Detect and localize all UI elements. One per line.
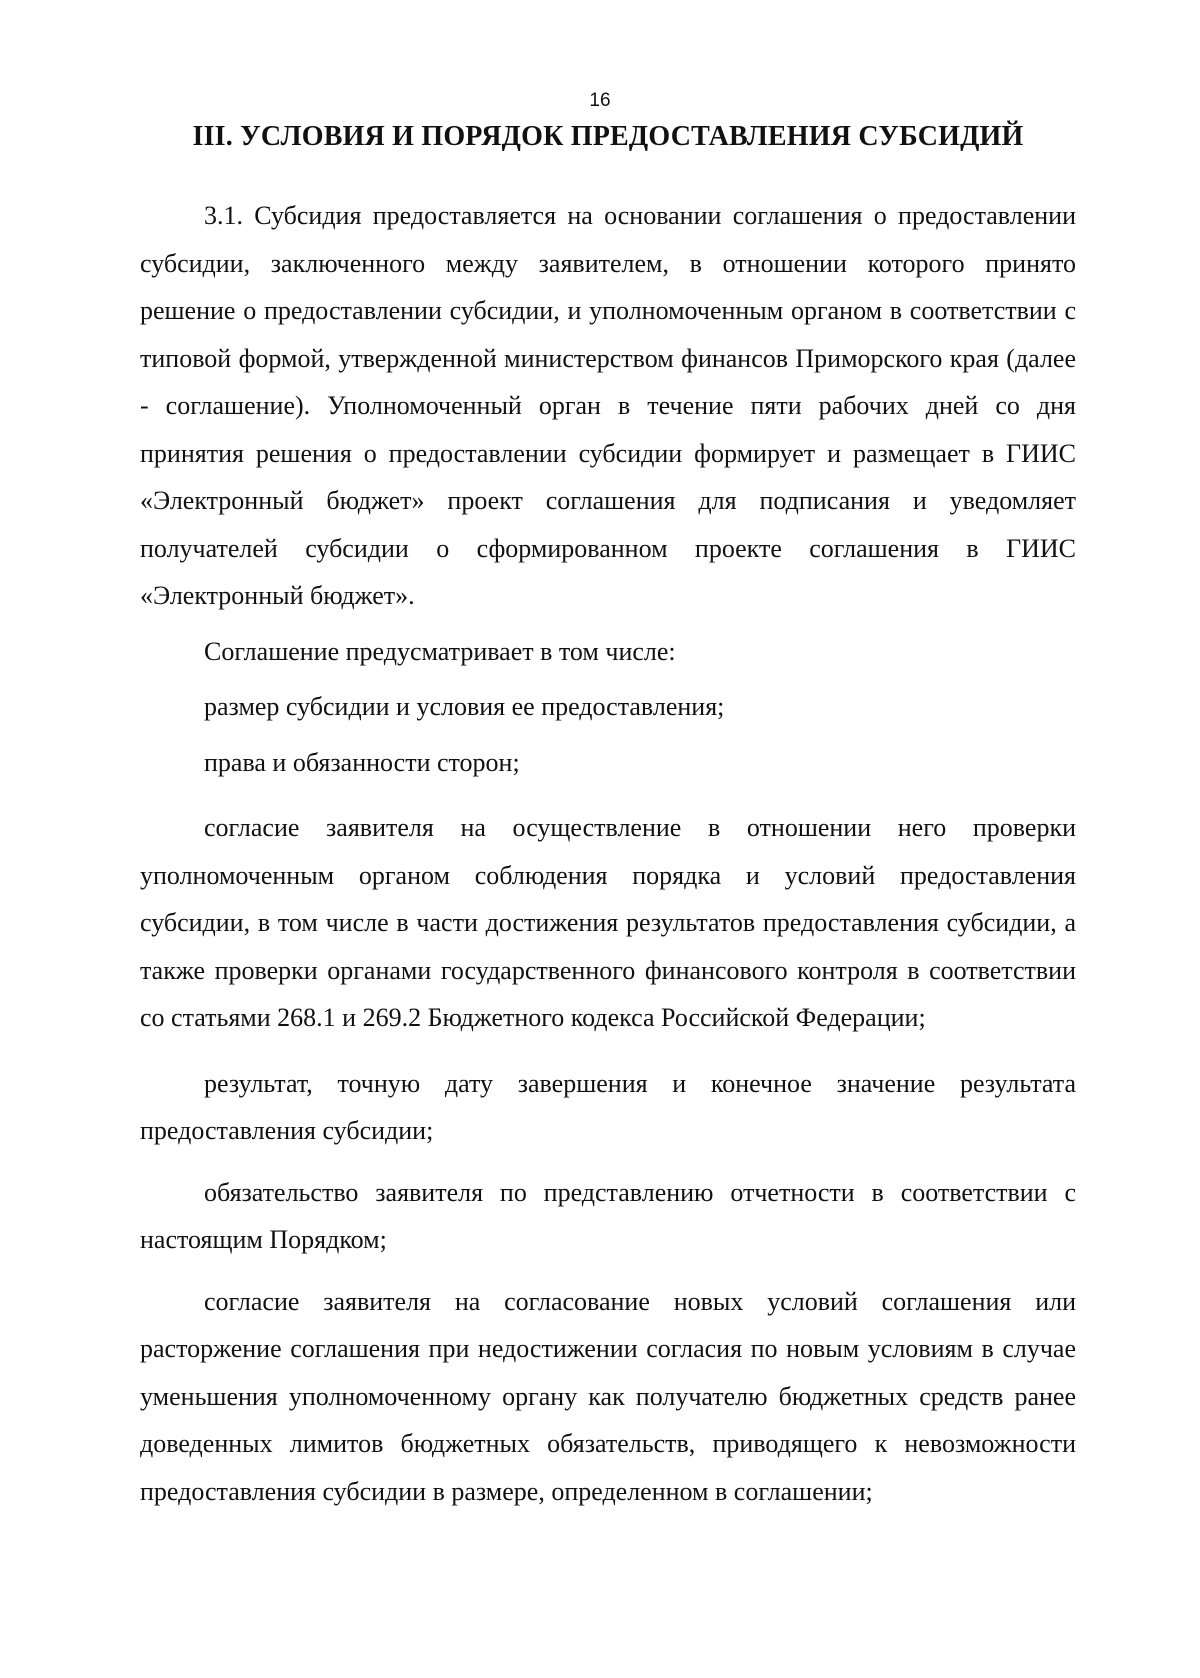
paragraph-new-conditions: согласие заявителя на согласование новых условий соглашения или расторжение соглашения при недостижении согласия по новым условиям в случае уменьшения уполномоченному органу как получателю бюджетных средств ранее доведенных лимитов бюджетных обязательств, приводящего к невозможности предоставления субсидии в размере, определенном в соглашении; [140, 1286, 1076, 1506]
paragraph-reporting: обязательство заявителя по представлению отчетности в соответствии с настоящим Порядком; [140, 1177, 1076, 1254]
document-body [140, 192, 1076, 1515]
paragraph-agreement-provides: Соглашение предусматривает в том числе: [204, 636, 676, 666]
section-title: III. УСЛОВИЯ И ПОРЯДОК ПРЕДОСТАВЛЕНИЯ СУБСИДИЙ [192, 121, 1024, 152]
paragraph-subsidy-size: размер субсидии и условия ее предоставления; [204, 692, 725, 721]
paragraph-result: результат, точную дату завершения и конечное значение результата предоставления субсидии; [140, 1068, 1076, 1145]
page-number: 16 [589, 90, 611, 111]
paragraph-inspection-consent: согласие заявителя на осуществление в отношении него проверки уполномоченным органом соблюдения порядка и условий предоставления субсидии, в том числе в части достижения результатов предоставления субсидии, а также проверки органами государственного финансового контроля в соответствии со статьями 268.1 и 269.2 Бюджетного кодекса Российской Федерации; [140, 813, 1076, 1032]
paragraph-rights-duties: права и обязанности сторон; [204, 747, 520, 777]
paragraph-3-1: 3.1. Субсидия предоставляется на основании соглашения о предоставлении субсидии, заключенного между заявителем, в отношении которого принято решение о предоставлении субсидии, и уполномоченным органом в соответствии с типовой формой, утвержденной министерством финансов Приморского края (далее - соглашение). Уполномоченный орган в течение пяти рабочих дней со дня принятия решения о предоставлении субсидии формирует и размещает в ГИИС «Электронный бюджет» проект соглашения для подписания и уведомляет получателей субсидии о сформированном проекте соглашения в ГИИС «Электронный бюджет». [140, 201, 1076, 610]
